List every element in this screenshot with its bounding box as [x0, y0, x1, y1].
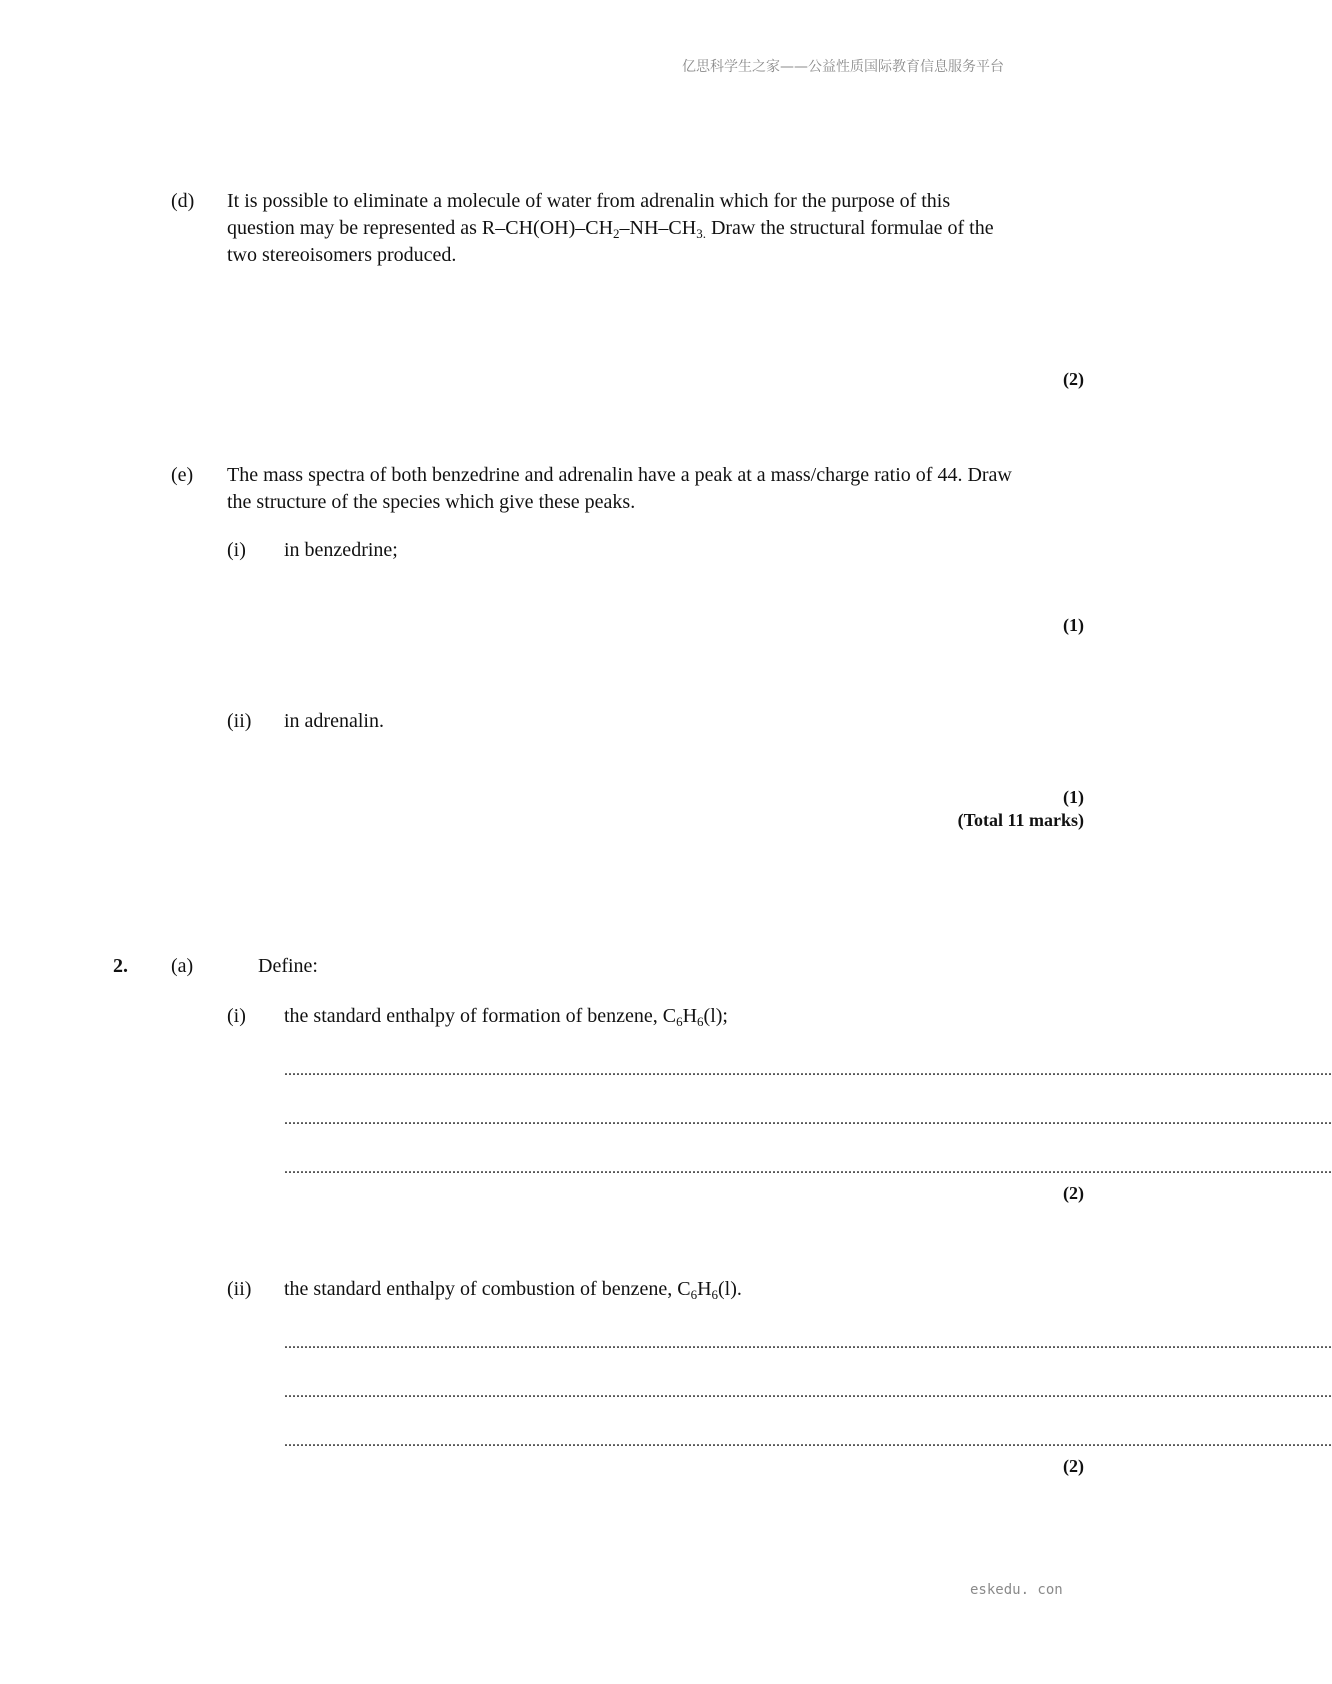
part-d-mark: (2): [1063, 369, 1084, 389]
part-e-i-text: in benzedrine;: [284, 539, 398, 561]
answer-line[interactable]: ......................................................................................................................................................................................................................................................................: [284, 1335, 1332, 1352]
part-d-text: It is possible to eliminate a molecule of water from adrenalin which for the purpose of this question may be represented as $R-CH(OH)-CH_2-NH-CH_{3.}$ Draw the structural formulae of the two stereoisomers produced.: [227, 190, 994, 266]
part-2a-i-label: (i): [227, 1005, 246, 1027]
part-2a-i-mark: (2): [1063, 1183, 1084, 1203]
part-e-label: (e): [171, 464, 194, 486]
answer-line[interactable]: ......................................................................................................................................................................................................................................................................: [284, 1384, 1332, 1401]
answer-line[interactable]: ......................................................................................................................................................................................................................................................................: [284, 1433, 1332, 1450]
answer-line[interactable]: ......................................................................................................................................................................................................................................................................: [284, 1062, 1332, 1079]
part-e-i-label: (i): [227, 539, 246, 561]
part-2a-i-text: the standard enthalpy of formation of benzene, $C_6H_6(l)$;: [284, 1005, 728, 1029]
part-2a-label: (a): [171, 955, 194, 977]
part-2a-ii-mark: (2): [1063, 1456, 1084, 1476]
part-e-ii-text: in adrenalin.: [284, 710, 384, 732]
part-e-text: The mass spectra of both benzedrine and adrenalin have a peak at a mass/charge ratio of 44. Draw the structure of the species which give these peaks.: [227, 464, 1012, 513]
part-2a-ii-text: the standard enthalpy of combustion of benzene, $C_6H_6(l)$.: [284, 1278, 742, 1302]
part-2a-text: Define:: [258, 955, 318, 977]
question-2-number: 2.: [113, 955, 128, 977]
part-e-ii-label: (ii): [227, 710, 252, 732]
part-d-label: (d): [171, 190, 195, 212]
part-e-ii-mark: (1): [1063, 787, 1084, 807]
answer-line[interactable]: ......................................................................................................................................................................................................................................................................: [284, 1111, 1332, 1128]
part-2a-ii-label: (ii): [227, 1278, 252, 1300]
footer-site-text: eskedu. con: [970, 1582, 1063, 1598]
answer-line[interactable]: ......................................................................................................................................................................................................................................................................: [284, 1160, 1332, 1177]
header-site-text: 亿思科学生之家——公益性质国际教育信息服务平台: [682, 59, 1004, 75]
question-1-total: (Total 11 marks): [957, 810, 1084, 830]
part-e-i-mark: (1): [1063, 615, 1084, 635]
